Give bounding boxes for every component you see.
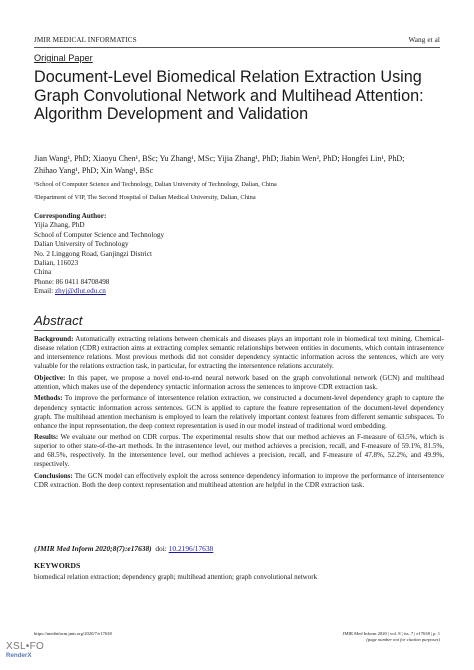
email-label: Email: [34,287,55,296]
corresponding-street: No. 2 Linggong Road, Ganjingzi District [34,249,152,258]
methods-label: Methods: [34,394,63,403]
corresponding-university: Dalian University of Technology [34,240,129,249]
running-author: Wang et al [408,36,440,44]
citation-line [34,544,213,553]
logo-bottom-text: RenderX [6,652,32,659]
abstract-objective [34,374,444,392]
email-link[interactable]: zhyj@dlut.edu.cn [54,287,106,296]
background-text: Automatically extracting relations between chemicals and diseases plays an important role in biomedical text mining. Chemical-disease relation (CDR) extraction aims at extracting complex semantic relationships between entities in documents, which contain intrasentence and intersentence relations. Most previous methods did not consider dependency syntactic information across the sentences, which are very valuable for the relations extraction task, in particular, for extracting the intersentence relations accurately. [34,335,444,371]
xslfo-renderx-logo [6,641,44,659]
logo-top-text: XSL•FO [6,641,45,652]
abstract-divider [34,330,440,331]
abstract-conclusions [34,472,444,490]
author-line-1: Jian Wang¹, PhD; Xiaoyu Chen¹, BSc; Yu Zhang¹, MSc; Yijia Zhang¹, PhD; Jiabin Wen², PhD; Hongfei Lin¹, PhD; [34,154,405,163]
methods-text: To improve the performance of intersentence relation extraction, we constructed a document-level dependency graph to capture the dependency syntactic information across sentences. GCN is applied to capture the feature representation of the document-level dependency graph. The multihead attention mechanism is employed to learn the relatively important context features from different semantic subspaces. To enhance the input representation, the deep context representation is used in our model instead of traditional word embedding. [34,394,444,430]
footer-url[interactable]: https://medinform.jmir.org/2020/7/e17638 [34,631,112,636]
citation-text: (JMIR Med Inform 2020;8(7):e17638) [34,544,152,553]
affiliation-1: ¹School of Computer Science and Technology, Dalian University of Technology, Dalian, China [34,181,277,188]
footer-note: (page number not for citation purposes) [366,637,440,642]
abstract-methods [34,394,444,430]
doi-label: doi: [155,544,167,553]
author-list [34,153,444,177]
corresponding-heading: Corresponding Author: [34,212,107,220]
journal-name: JMIR MEDICAL INFORMATICS [34,36,137,44]
background-label: Background: [34,335,74,343]
corresponding-dept: School of Computer Science and Technology [34,230,165,239]
paper-title: Document-Level Biomedical Relation Extraction Using Graph Convolutional Network and Multihead Attention: Algorithm Development and Validation [34,68,424,124]
corresponding-email-line [34,287,164,296]
results-text: We evaluate our method on CDR corpus. The experimental results show that our method achieves an F-measure of 63.5%, which is superior to other state-of-the-art methods. In the intrasentence level, our method achieves a precision, recall, and F-measure of 59.1%, 81.5%, and 68.5%, respectively. In the intersentence level, our method achieves a precision, recall, and F-measure of 47.8%, 52.2%, and 49.9%, respectively. [34,433,444,469]
affiliation-2: ²Department of VIP, The Second Hospital of Dalian Medical University, Dalian, China [34,194,256,201]
abstract-body [34,335,444,493]
corresponding-phone: Phone: 86 0411 84708498 [34,277,110,286]
keywords-text: biomedical relation extraction; dependency graph; multihead attention; graph convolutional network [34,573,318,581]
corresponding-name: Yijia Zhang, PhD [34,221,85,230]
corresponding-country: China [34,268,52,277]
abstract-heading: Abstract [34,313,83,328]
footer-page-info [343,631,440,643]
footer-volume: JMIR Med Inform 2020 | vol. 8 | iss. 7 | e17638 | p. 1 [342,631,440,636]
header-divider [34,47,440,48]
conclusions-label: Conclusions: [34,472,73,481]
objective-label: Objective: [34,373,66,382]
corresponding-author-block [34,212,164,297]
keywords-heading: KEYWORDS [34,561,81,570]
author-line-2: Zhihao Yang¹, PhD; Xin Wang¹, BSc [34,166,154,175]
objective-text: In this paper, we propose a novel end-to-end neural network based on the graph convolutional network (GCN) and multihead attention, which makes use of the dependency syntactic information across the sentences to improve CDR extraction task. [34,373,444,391]
article-type-label: Original Paper [34,53,93,63]
abstract-results [34,433,444,469]
doi-link[interactable]: 10.2196/17638 [168,544,214,553]
corresponding-city: Dalian, 116023 [34,259,79,268]
results-label: Results: [34,433,59,442]
conclusions-text: The GCN model can effectively exploit the across sentence dependency information to improve the performance of intersentence CDR extraction. Both the deep context representation and multihead attention are helpful in the CDR extraction task. [34,472,444,490]
abstract-background [34,335,444,371]
